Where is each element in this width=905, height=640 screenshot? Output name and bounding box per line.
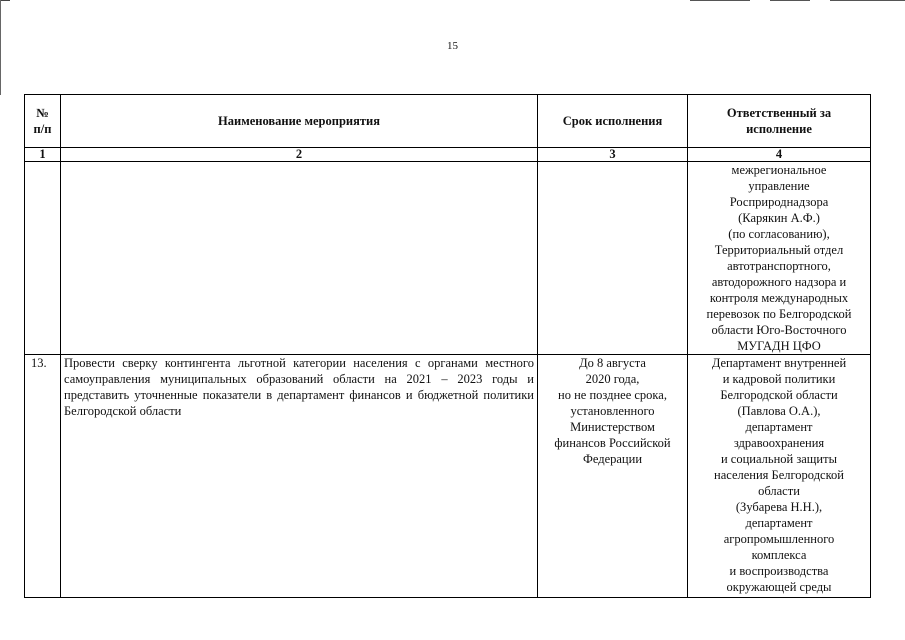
cell-line: автотранспортного, — [727, 259, 831, 273]
cell-line: автодорожного надзора и — [711, 275, 847, 289]
row-name: Провести сверку контингента льготной категории населения с органами местного самоуправления муниципальных образований области на 2021 – 2023 годы и представить уточненные показатели в департамент финансов и бюджетной политики Белгородской области — [61, 355, 538, 598]
column-number: 1 — [25, 148, 61, 162]
header-num-line: п/п — [33, 122, 52, 136]
page-number: 15 — [447, 40, 458, 52]
cell-line: и кадровой политики — [722, 372, 836, 386]
row-num — [25, 162, 61, 355]
cell-line: (Карякин А.Ф.) — [738, 211, 820, 225]
column-number: 4 — [688, 148, 871, 162]
cell-line: контроля международных — [709, 291, 849, 305]
cell-line: и социальной защиты — [720, 452, 837, 466]
cell-line: Министерством — [570, 420, 655, 434]
cell-line: (Павлова О.А.), — [737, 404, 821, 418]
scan-edge-mark — [830, 0, 905, 1]
cell-line: установленного — [570, 404, 655, 418]
cell-line: До 8 августа — [579, 356, 646, 370]
table-row — [25, 355, 871, 598]
cell-line: области Юго-Восточного — [711, 323, 847, 337]
scan-edge-top — [0, 0, 10, 1]
cell-line: (Зубарева Н.Н.), — [735, 500, 823, 514]
cell-line: департамент — [745, 420, 813, 434]
cell-line: окружающей среды — [726, 580, 832, 594]
cell-line: населения Белгородской — [714, 468, 844, 482]
header-name: Наименование мероприятия — [61, 95, 538, 148]
cell-line: Департамент внутренней — [711, 356, 847, 370]
column-number: 2 — [61, 148, 538, 162]
cell-line: 2020 года, — [585, 372, 640, 386]
activities-table — [24, 94, 871, 598]
cell-line: Территориальный отдел — [714, 243, 844, 257]
header-responsible — [688, 95, 871, 148]
row-deadline — [538, 162, 688, 355]
column-number: 3 — [538, 148, 688, 162]
table-header-row — [25, 95, 871, 148]
header-responsible-line: Ответственный за — [726, 106, 832, 120]
cell-line: Росприроднадзора — [729, 195, 829, 209]
cell-line: перевозок по Белгородской — [706, 307, 852, 321]
cell-line: комплекса — [751, 548, 807, 562]
row-name — [61, 162, 538, 355]
cell-line: и воспроизводства — [729, 564, 829, 578]
header-num — [25, 95, 61, 148]
column-number-row — [25, 148, 871, 162]
cell-line: здравоохранения — [733, 436, 825, 450]
cell-line: области — [758, 484, 800, 498]
cell-line: Белгородской области — [720, 388, 838, 402]
cell-line: (по согласованию), — [728, 227, 830, 241]
cell-line: департамент — [745, 516, 813, 530]
cell-line: финансов Российской — [554, 436, 671, 450]
scan-edge-mark — [690, 0, 750, 1]
row-responsible — [688, 355, 871, 598]
cell-line: агропромышленного — [723, 532, 835, 546]
cell-line: Федерации — [582, 452, 643, 466]
header-deadline: Срок исполнения — [538, 95, 688, 148]
row-num: 13. — [25, 355, 61, 598]
cell-line: но не позднее срока, — [558, 388, 667, 402]
table-row — [25, 162, 871, 355]
row-responsible — [688, 162, 871, 355]
cell-line: МУГАДН ЦФО — [737, 339, 821, 353]
scan-edge-mark — [770, 0, 810, 1]
header-responsible-line: исполнение — [746, 122, 812, 136]
header-num-line: № — [36, 106, 49, 120]
cell-line: управление — [748, 179, 810, 193]
row-deadline — [538, 355, 688, 598]
cell-line: межрегиональное — [731, 163, 827, 177]
